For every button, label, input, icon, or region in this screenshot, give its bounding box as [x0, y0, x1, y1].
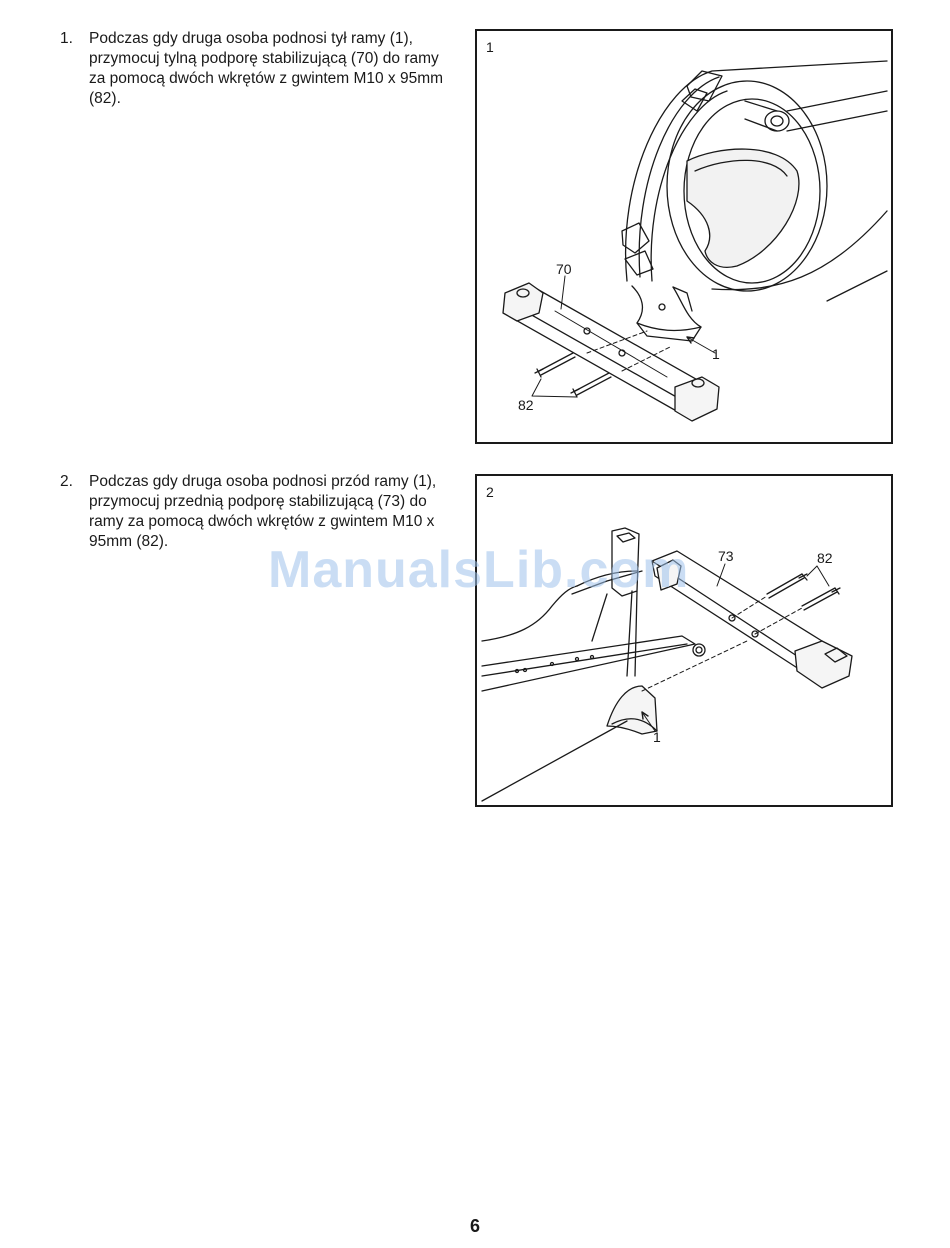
step-1-number: 1. — [60, 30, 73, 47]
flywheel-housing — [622, 61, 887, 301]
page-number: 6 — [469, 1216, 480, 1236]
frame-rail — [482, 636, 705, 691]
step-2-text: Podczas gdy druga osoba podnosi przód ramy (1), przymocuj przednią podporę stabilizującą (73) do ramy za pomocą dwóch wkrętów z gwintem M10 x 95mm (82). — [89, 473, 437, 550]
rear-stabilizer — [503, 283, 719, 421]
callout-82: 82 — [518, 397, 534, 413]
figure-1 — [475, 29, 893, 444]
callout-1: 1 — [712, 346, 720, 362]
frame-front-foot — [482, 686, 657, 801]
figure-1-drawing — [477, 31, 891, 442]
leader-73 — [717, 564, 725, 586]
watermark: ManualsLib.com — [268, 541, 690, 599]
callout-73: 73 — [718, 548, 734, 564]
step-2-number: 2. — [60, 473, 73, 490]
step-1-text: Podczas gdy druga osoba podnosi tył ramy (1), przymocuj tylną podporę stabilizującą (70) do ramy za pomocą dwóch wkrętów z gwintem M10 x 95mm (82). — [89, 30, 444, 107]
figure-2-drawing — [477, 476, 891, 805]
callout-70: 70 — [556, 261, 572, 277]
leader-1 — [687, 337, 715, 353]
callout-82: 82 — [817, 550, 833, 566]
figure-2-number: 2 — [486, 484, 494, 500]
bolts-82 — [535, 331, 672, 397]
figure-1-number: 1 — [486, 39, 494, 55]
figure-2 — [475, 474, 893, 807]
callout-1: 1 — [653, 729, 661, 745]
leader-82 — [807, 566, 829, 586]
leader-82 — [532, 379, 577, 397]
